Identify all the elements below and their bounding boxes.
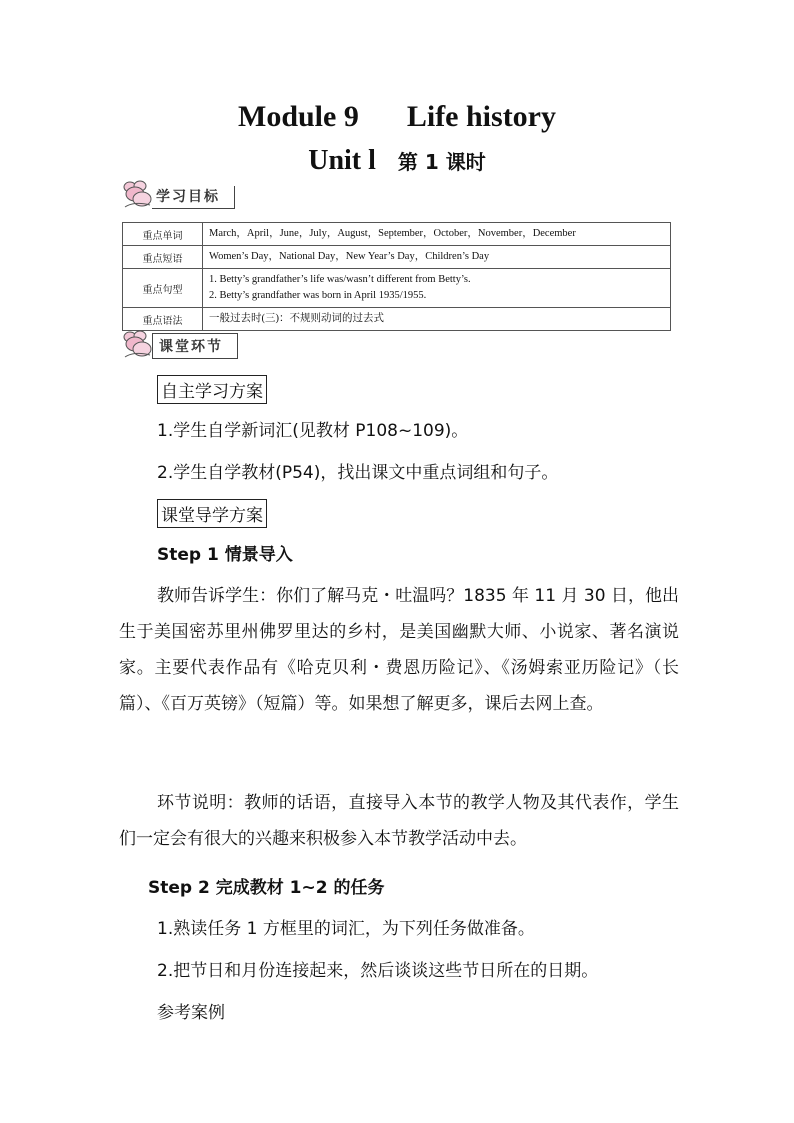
value-line: 一般过去时(三)：不规则动词的过去式	[209, 313, 384, 324]
step2-item-2: 2.把节日和月份连接起来，然后谈谈这些节日所在的日期。	[157, 961, 599, 981]
value-line: 2. Betty’s grandfather was born in April 1935/1955.	[209, 290, 427, 301]
value-line: 1. Betty’s grandfather’s life was/wasn’t different from Betty’s.	[209, 274, 471, 285]
table-row	[123, 269, 671, 308]
module-topic: Life history	[406, 100, 556, 133]
table-key: 重点句型	[123, 269, 203, 308]
flower-icon	[120, 179, 156, 209]
goals-badge	[120, 183, 235, 209]
class-badge	[120, 333, 238, 359]
step1-note: 环节说明：教师的话语，直接导入本节的教学人物及其代表作，学生们一定会有很大的兴趣来积极参入本节教学活动中去。	[119, 793, 679, 849]
goals-table	[122, 222, 671, 331]
flower-icon	[120, 329, 156, 359]
table-row	[123, 223, 671, 246]
reference-label: 参考案例	[157, 1003, 225, 1023]
table-row	[123, 308, 671, 331]
table-row	[123, 246, 671, 269]
table-value	[203, 308, 671, 331]
guided-heading: 课堂导学方案	[157, 499, 267, 528]
step1-text-block	[119, 578, 679, 722]
lesson-number: 第 1 课时	[397, 150, 486, 174]
self-study-item-2: 2.学生自学教材(P54)，找出课文中重点词组和句子。	[157, 463, 559, 483]
table-value	[203, 223, 671, 246]
class-label: 课堂环节	[152, 333, 238, 359]
value-line: Women’s Day，National Day，New Year’s Day，Children’s Day	[209, 251, 490, 262]
self-study-heading: 自主学习方案	[157, 375, 267, 404]
table-key: 重点单词	[123, 223, 203, 246]
module-title	[0, 100, 794, 134]
self-study-item-1: 1.学生自学新词汇(见教材 P108~109)。	[157, 421, 469, 441]
table-key: 重点短语	[123, 246, 203, 269]
table-value	[203, 269, 671, 308]
unit-number: Unit l	[308, 145, 376, 176]
step2-item-1: 1.熟读任务 1 方框里的词汇，为下列任务做准备。	[157, 919, 535, 939]
table-value	[203, 246, 671, 269]
step1-title: Step 1 情景导入	[157, 545, 293, 565]
value-line: March，April，June，July，August，September，October，November，December	[209, 228, 576, 239]
step1-note-block	[119, 785, 679, 857]
module-number: Module 9	[238, 100, 359, 133]
step1-text: 教师告诉学生：你们了解马克・吐温吗？1835 年 11 月 30 日，他出生于美国密苏里州佛罗里达的乡村，是美国幽默大师、小说家、著名演说家。主要代表作品有《哈克贝利・费恩历险记》、《汤姆索亚历险记》（长篇）、《百万英镑》（短篇）等。如果想了解更多，课后去网上查。	[119, 586, 679, 714]
table-key: 重点语法	[123, 308, 203, 331]
unit-title	[0, 145, 794, 177]
step2-title: Step 2 完成教材 1~2 的任务	[148, 878, 385, 898]
goals-label: 学习目标	[152, 186, 235, 209]
